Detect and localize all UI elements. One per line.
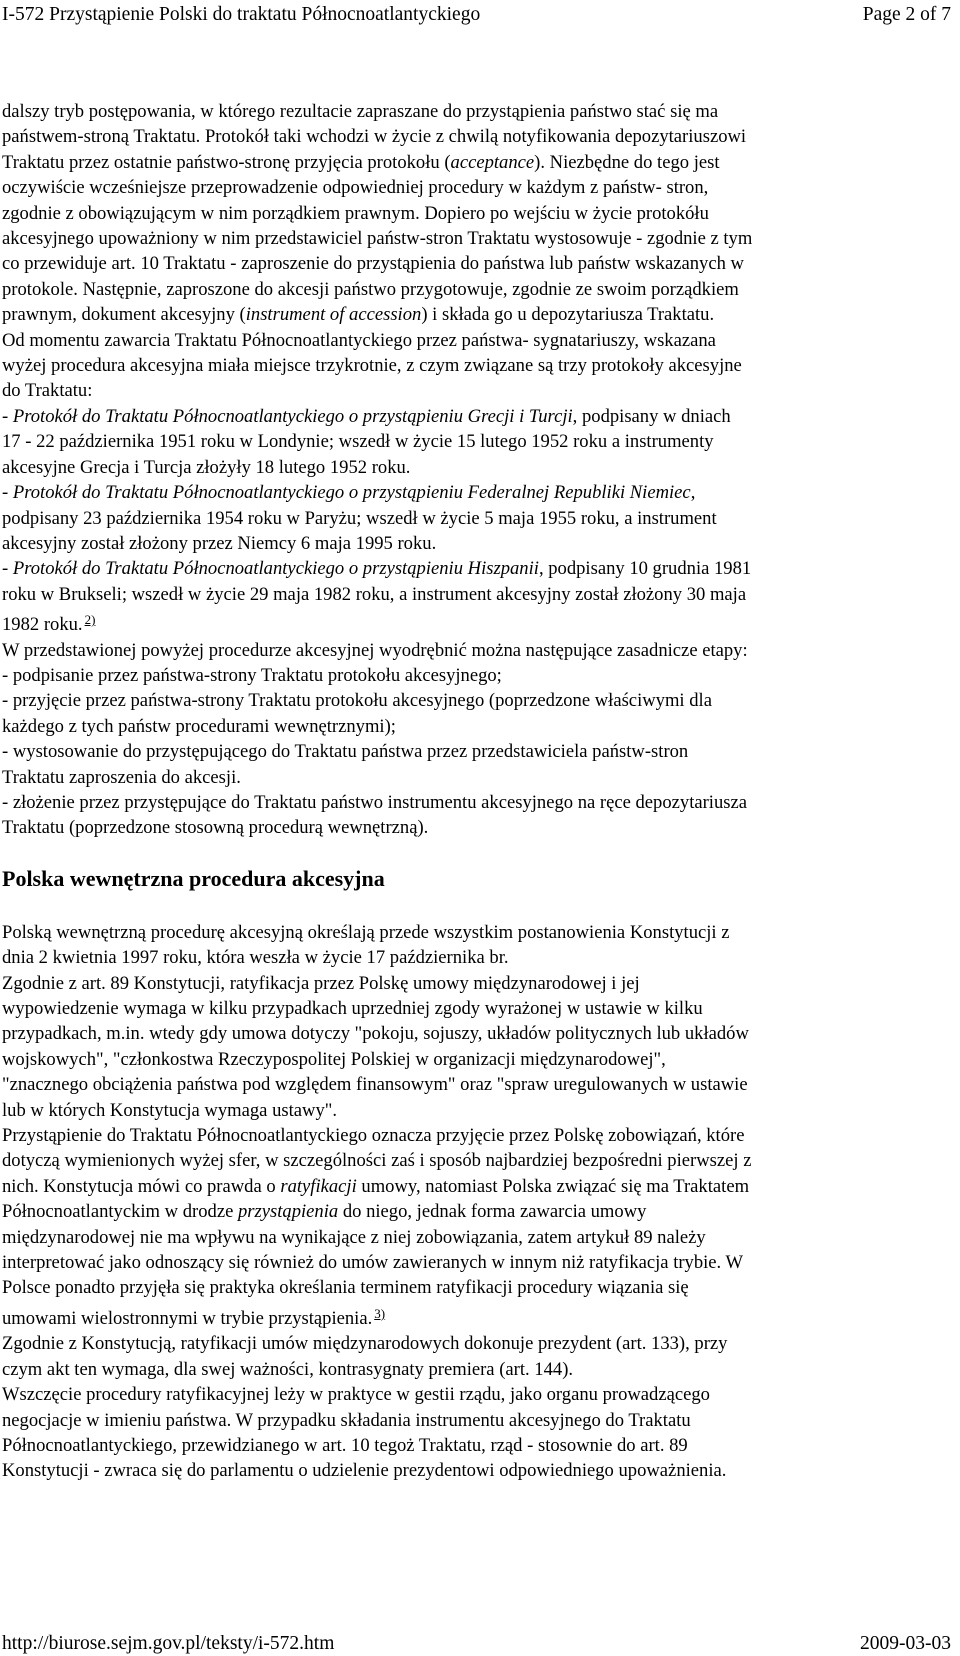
text-line: W przedstawionej powyżej procedurze akcesyjnej wyodrębnić można następujące zasadnicze etapy: <box>2 639 748 661</box>
section-heading: Polska wewnętrzna procedura akcesyjna <box>2 865 385 891</box>
text-line: Traktatu przez ostatnie państwo-stronę przyjęcia protokołu (acceptance). Niezbędne do tego jest <box>2 151 720 173</box>
text-line: interpretować jako odnoszący się również do umów zawieranych w innym niż ratyfikacja trybie. W <box>2 1252 744 1274</box>
page-header <box>0 0 960 30</box>
text-line: dalszy tryb postępowania, w którego rezultacie zapraszane do przystąpienia państwo stać się ma <box>2 101 719 122</box>
text-line: zgodnie z obowiązującym w nim porządkiem prawnym. Dopiero po wejściu w życie protokółu <box>2 202 709 224</box>
document-title: I-572 Przystąpienie Polski do traktatu Północnoatlantyckiego <box>2 4 481 25</box>
text-line: Polską wewnętrzną procedurę akcesyjną określają przede wszystkim postanowienia Konstytucji z <box>2 921 730 943</box>
footnote-link-3[interactable]: 3) <box>374 1305 386 1321</box>
text-line: czym akt ten wymaga, dla swej ważności, kontrasygnaty premiera (art. 144). <box>2 1358 574 1380</box>
text-line: co przewiduje art. 10 Traktatu - zaproszenie do przystąpienia do państwa lub państw wskazanych w <box>2 253 744 275</box>
text-line: Od momentu zawarcia Traktatu Północnoatlantyckiego przez państwa- sygnatariuszy, wskazana <box>2 329 716 351</box>
text-line: dotyczą wymienionych wyżej sfer, w szczególności zaś i sposób najbardziej bezpośredni pierwszej z <box>2 1150 752 1172</box>
text-line: prawnym, dokument akcesyjny (instrument of accession) i składa go u depozytariusza Traktatu. <box>2 304 715 326</box>
text-line: każdego z tych państw procedurami wewnętrznymi); <box>2 715 396 737</box>
text-line: - Protokół do Traktatu Północnoatlantyckiego o przystąpieniu Grecji i Turcji, podpisany w dniach <box>2 405 731 427</box>
text-line: Traktatu (poprzedzone stosowną procedurą wewnętrzną). <box>2 817 429 839</box>
page-indicator: Page 2 of 7 <box>862 4 951 25</box>
text-line: - Protokół do Traktatu Północnoatlantyckiego o przystąpieniu Federalnej Republiki Niemiec, <box>2 482 696 504</box>
text-line: wojskowych", "członkostwa Rzeczypospolitej Polskiej w organizacji międzynarodowej", <box>2 1048 666 1070</box>
text-line: roku w Brukseli; wszedł w życie 29 maja 1982 roku, a instrument akcesyjny został złożony 30 maja <box>2 583 747 605</box>
text-line: wyżej procedura akcesyjna miała miejsce trzykrotnie, z czym związane są trzy protokoły akcesyjne <box>2 355 742 377</box>
text-line: Polsce ponadto przyjęła się praktyka określania terminem ratyfikacji procedury wiązania się <box>2 1277 689 1299</box>
text-line: akcesyjnego upoważniony w nim przedstawiciel państw-stron Traktatu wystosowuje - zgodnie z tym <box>2 228 753 250</box>
text-line: umowami wielostronnymi w trybie przystąpienia. $^{3)}$ <box>2 1305 386 1329</box>
text-line: Traktatu zaproszenia do akcesji. <box>2 766 241 788</box>
text-line: akcesyjne Grecja i Turcja złożyły 18 lutego 1952 roku. <box>2 456 411 478</box>
text-line: Konstytucji - zwraca się do parlamentu o udzielenie prezydentowi odpowiedniego upoważnienia. <box>2 1460 727 1482</box>
text-line: - podpisanie przez państwa-strony Traktatu protokołu akcesyjnego; <box>2 664 502 686</box>
text-line: dnia 2 kwietnia 1997 roku, która weszła w życie 17 października br. <box>2 947 509 969</box>
text-line: - Protokół do Traktatu Północnoatlantyckiego o przystąpieniu Hiszpanii, podpisany 10 grudnia 1981 <box>2 558 752 580</box>
text-line: państwem-stroną Traktatu. Protokół taki wchodzi w życie z chwilą notyfikowania depozytariuszowi <box>2 126 747 148</box>
footnote-link-2[interactable]: 2) <box>84 612 96 628</box>
text-line: 17 - 22 października 1951 roku w Londynie; wszedł w życie 15 lutego 1952 roku a instrumenty <box>2 431 714 453</box>
text-line: przypadkach, m.in. wtedy gdy umowa dotyczy "pokoju, sojuszy, układów politycznych lub układów <box>2 1023 749 1045</box>
text-line: negocjacje w imieniu państwa. W przypadku składania instrumentu akcesyjnego do Traktatu <box>2 1409 691 1431</box>
text-line: Północnoatlantyckiego, przewidzianego w art. 10 tegoż Traktatu, rząd - stosownie do art. 89 <box>2 1434 688 1456</box>
page-footer <box>0 1629 960 1654</box>
text-line: Zgodnie z Konstytucją, ratyfikacji umów międzynarodowych dokonuje prezydent (art. 133), przy <box>2 1333 728 1355</box>
text-line: - wystosowanie do przystępującego do Traktatu państwa przez przedstawiciela państw-stron <box>2 741 689 763</box>
text-line: protokole. Następnie, zaproszone do akcesji państwo przygotowuje, zgodnie ze swoim porządkiem <box>2 278 739 300</box>
print-date: 2009-03-03 <box>860 1633 951 1654</box>
text-line: akcesyjny został złożony przez Niemcy 6 maja 1995 roku. <box>2 532 437 554</box>
source-url: http://biurose.sejm.gov.pl/teksty/i-572.htm <box>2 1633 335 1654</box>
text-line: - przyjęcie przez państwa-strony Traktatu protokołu akcesyjnego (poprzedzone właściwymi dla <box>2 690 712 712</box>
text-line: Zgodnie z art. 89 Konstytucji, ratyfikacja przez Polskę umowy międzynarodowej i jej <box>2 972 640 994</box>
text-line: Przystąpienie do Traktatu Północnoatlantyckiego oznacza przyjęcie przez Polskę zobowiązań, które <box>2 1125 745 1147</box>
text-line: do Traktatu: <box>2 380 93 402</box>
text-line: wypowiedzenie wymaga w kilku przypadkach uprzedniej zgody wyrażonej w ustawie w kilku <box>2 998 703 1019</box>
text-line: - złożenie przez przystępujące do Traktatu państwo instrumentu akcesyjnego na ręce depozytariusza <box>2 791 748 813</box>
text-line: międzynarodowej nie ma wpływu na wynikające z niej zobowiązania, zatem artykuł 89 należy <box>2 1226 706 1248</box>
text-line: oczywiście wcześniejsze przeprowadzenie odpowiedniej procedury w każdym z państw- stron, <box>2 177 709 199</box>
document-body <box>2 99 954 1484</box>
text-line: "znacznego obciążenia państwa pod względem finansowym" oraz "spraw uregulowanych w ustawie <box>2 1074 748 1096</box>
text-line: nich. Konstytucja mówi co prawda o ratyfikacji umowy, natomiast Polska związać się ma Traktatem <box>2 1175 750 1197</box>
text-line: podpisany 23 października 1954 roku w Paryżu; wszedł w życie 5 maja 1955 roku, a instrument <box>2 507 717 529</box>
text-line: 1982 roku. $^{2)}$ <box>2 612 96 636</box>
text-line: lub w których Konstytucja wymaga ustawy". <box>2 1099 337 1121</box>
text-line: Północnoatlantyckim w drodze przystąpienia do niego, jednak forma zawarcia umowy <box>2 1201 647 1223</box>
text-line: Wszczęcie procedury ratyfikacyjnej leży w praktyce w gestii rządu, jako organu prowadzącego <box>2 1384 710 1406</box>
